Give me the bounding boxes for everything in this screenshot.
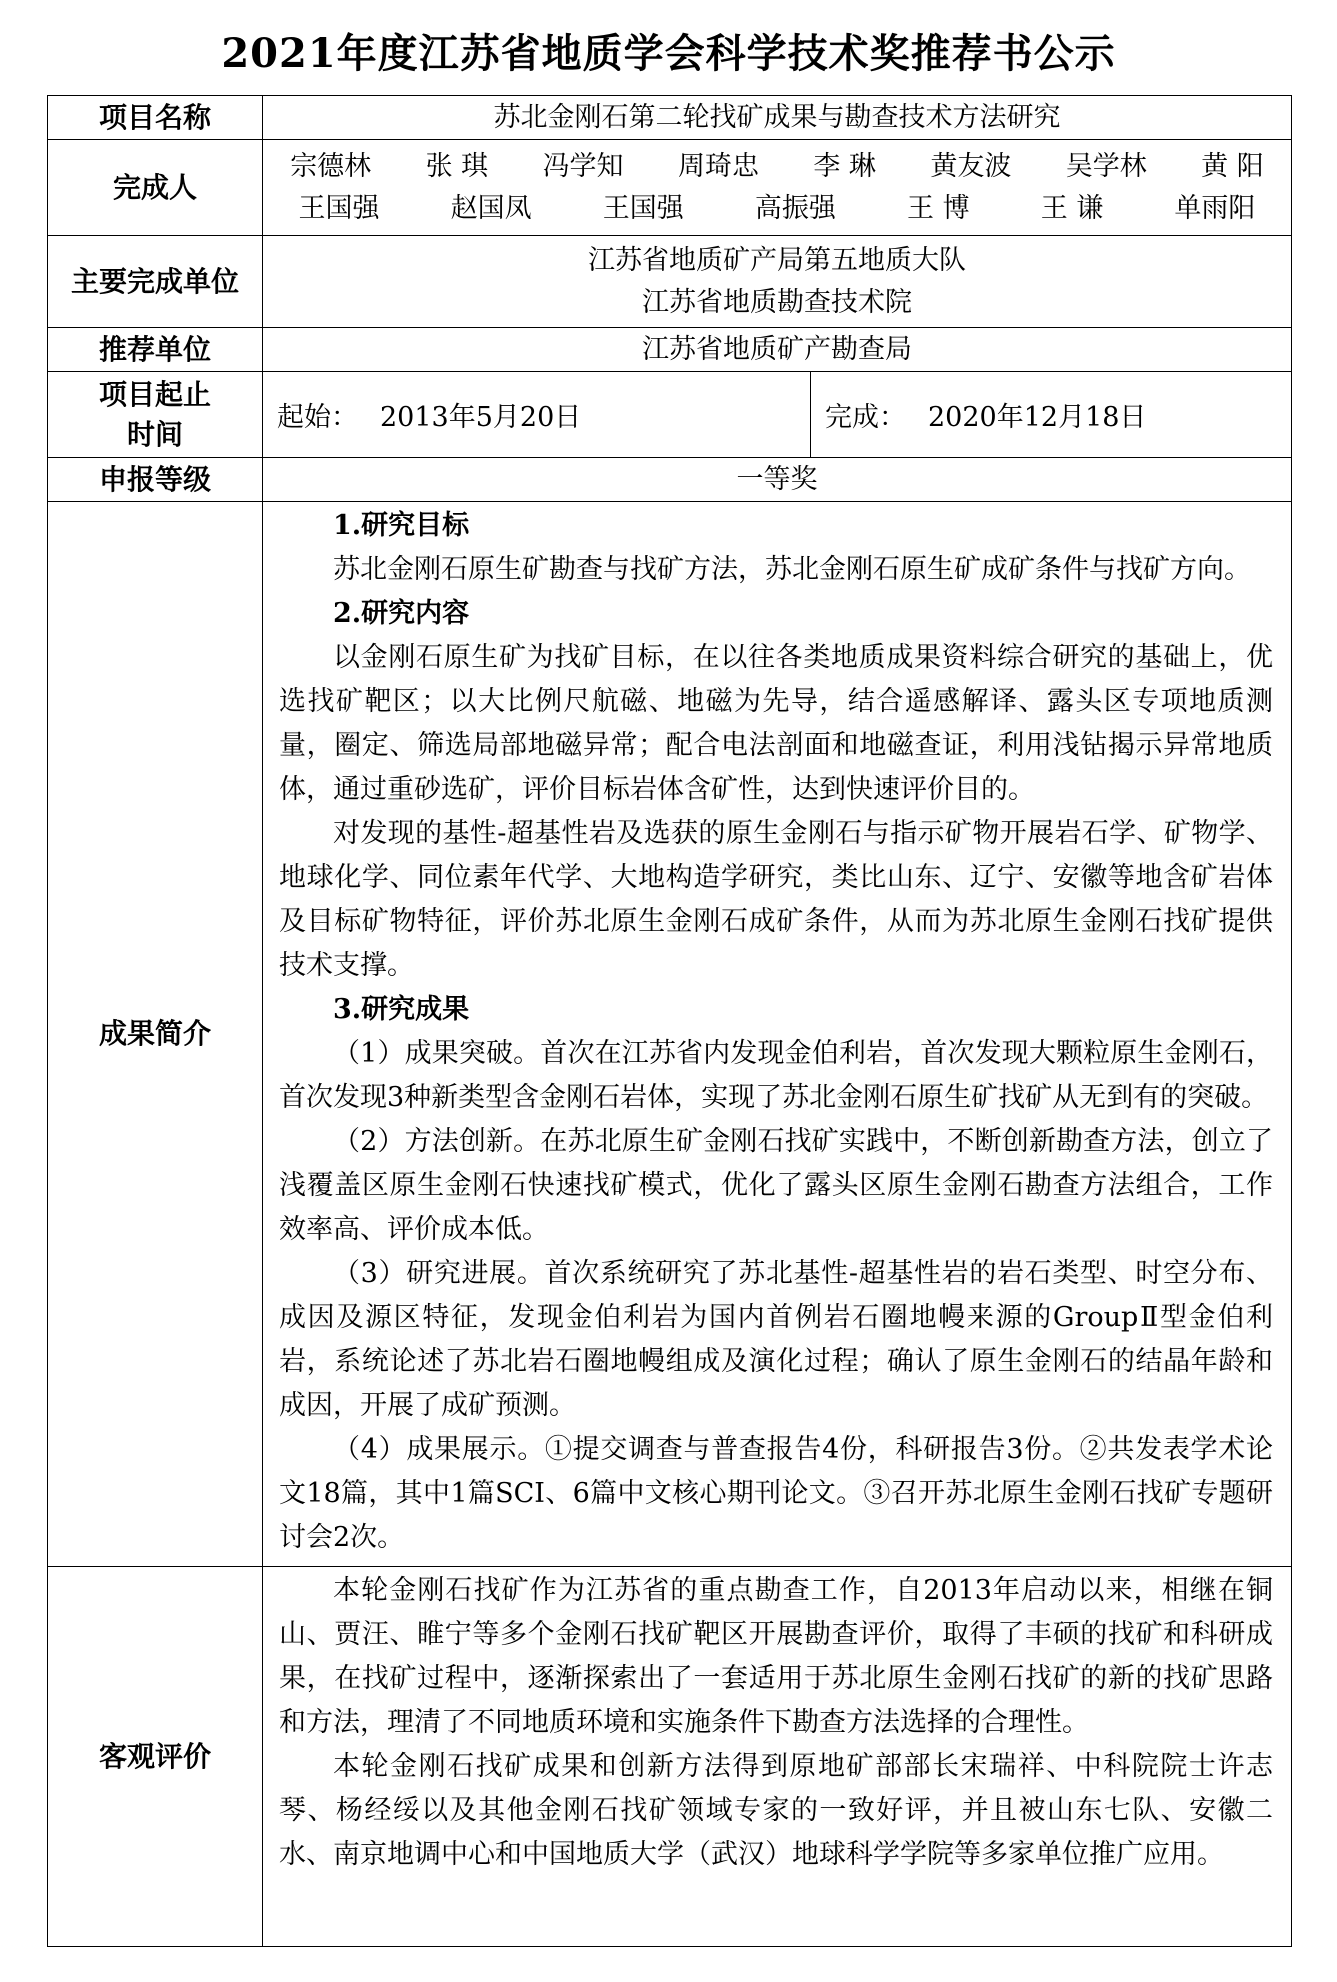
row-completers <box>48 140 1292 236</box>
period-label <box>48 372 263 458</box>
row-evaluation <box>48 1567 1292 1947</box>
recommender-value: 江苏省地质矿产勘查局 <box>263 328 1292 372</box>
level-label: 申报等级 <box>48 458 263 502</box>
end-label: 完成： <box>825 402 906 433</box>
paragraph: （3）研究进展。首次系统研究了苏北基性-超基性岩的岩石类型、时空分布、成因及源区特征，发现金伯利岩为国内首例岩石圈地幔来源的GroupⅡ型金伯利岩，系统论述了苏北岩石圈地幔组成及演化过程；确认了原生金刚石的结晶年龄和成因，开展了成矿预测。 <box>279 1258 1273 1421</box>
completer-name: 黄 阳 <box>1201 150 1264 182</box>
completers-value <box>263 140 1292 236</box>
evaluation-label: 客观评价 <box>48 1567 263 1947</box>
summary-label: 成果简介 <box>48 502 263 1567</box>
completer-name: 王国强 <box>298 192 380 224</box>
recommender-label: 推荐单位 <box>48 328 263 372</box>
units-label: 主要完成单位 <box>48 236 263 328</box>
completer-name: 冯学知 <box>542 150 624 182</box>
completer-name: 黄友波 <box>930 150 1012 182</box>
completer-name: 王 谦 <box>1040 192 1104 224</box>
period-label-line-1: 项目起止 <box>98 377 211 411</box>
unit-2: 江苏省地质勘查技术院 <box>642 286 912 318</box>
period-start <box>263 372 811 458</box>
completer-name: 李 琳 <box>813 150 876 182</box>
units-value <box>263 236 1292 328</box>
summary-body <box>263 502 1292 1567</box>
completers-line-1 <box>263 146 1291 188</box>
row-level <box>48 458 1292 502</box>
paragraph: （1）成果突破。首次在江苏省内发现金伯利岩，首次发现大颗粒原生金刚石，首次发现3种新类型含金刚石岩体，实现了苏北金刚石原生矿找矿从无到有的突破。 <box>279 1038 1273 1113</box>
paragraph: （2）方法创新。在苏北原生矿金刚石找矿实践中，不断创新勘查方法，创立了浅覆盖区原生金刚石快速找矿模式，优化了露头区原生金刚石勘查方法组合，工作效率高、评价成本低。 <box>279 1126 1273 1245</box>
completer-name: 周琦忠 <box>677 150 759 182</box>
completer-name: 宗德林 <box>290 150 372 182</box>
section-heading: 1.研究目标 <box>333 510 470 541</box>
paragraph: 对发现的基性-超基性岩及选获的原生金刚石与指示矿物开展岩石学、矿物学、地球化学、同位素年代学、大地构造学研究，类比山东、辽宁、安徽等地含矿岩体及目标矿物特征，评价苏北原生金刚石成矿条件，从而为苏北原生金刚石找矿提供技术支撑。 <box>279 818 1273 981</box>
completer-name: 高振强 <box>754 192 836 224</box>
form-table <box>47 95 1292 1947</box>
paragraph: 本轮金刚石找矿作为江苏省的重点勘查工作，自2013年启动以来，相继在铜山、贾汪、睢宁等多个金刚石找矿靶区开展勘查评价，取得了丰硕的找矿和科研成果，在找矿过程中，逐渐探索出了一套适用于苏北原生金刚石找矿的新的找矿思路和方法，理清了不同地质环境和实施条件下勘查方法选择的合理性。 <box>279 1575 1273 1738</box>
page-title: 2021年度江苏省地质学会科学技术奖推荐书公示 <box>221 30 1116 77</box>
paragraph: 本轮金刚石找矿成果和创新方法得到原地矿部部长宋瑞祥、中科院院士许志琴、杨经绥以及其他金刚石找矿领域专家的一致好评，并且被山东七队、安徽二水、南京地调中心和中国地质大学（武汉）地球科学学院等多家单位推广应用。 <box>279 1751 1273 1870</box>
row-project-name <box>48 96 1292 140</box>
start-date: 2013年5月20日 <box>380 402 582 433</box>
period-end <box>811 372 1292 458</box>
completer-name: 单雨阳 <box>1174 192 1256 224</box>
section-heading: 3.研究成果 <box>333 994 470 1025</box>
completer-name: 王 博 <box>906 192 970 224</box>
project-name-label: 项目名称 <box>48 96 263 140</box>
completer-name: 赵国凤 <box>450 192 532 224</box>
row-summary <box>48 502 1292 1567</box>
project-name-value: 苏北金刚石第二轮找矿成果与勘查技术方法研究 <box>263 96 1292 140</box>
completers-line-2 <box>263 188 1291 230</box>
period-label-line-2: 时间 <box>126 417 183 451</box>
completer-name: 张 琪 <box>425 150 489 182</box>
row-units <box>48 236 1292 328</box>
start-label: 起始： <box>277 402 358 433</box>
completer-name: 吴学林 <box>1065 150 1147 182</box>
unit-1: 江苏省地质矿产局第五地质大队 <box>588 244 966 276</box>
paragraph: 苏北金刚石原生矿勘查与找矿方法，苏北金刚石原生矿成矿条件与找矿方向。 <box>333 554 1251 585</box>
level-value: 一等奖 <box>263 458 1292 502</box>
paragraph: 以金刚石原生矿为找矿目标，在以往各类地质成果资料综合研究的基础上，优选找矿靶区；以大比例尺航磁、地磁为先导，结合遥感解译、露头区专项地质测量，圈定、筛选局部地磁异常；配合电法剖面和地磁查证，利用浅钻揭示异常地质体，通过重砂选矿，评价目标岩体含矿性，达到快速评价目的。 <box>279 642 1273 805</box>
completers-label: 完成人 <box>48 140 263 236</box>
end-date: 2020年12月18日 <box>928 402 1147 433</box>
evaluation-body <box>263 1567 1292 1947</box>
row-period <box>48 372 1292 458</box>
section-heading: 2.研究内容 <box>333 598 470 629</box>
row-recommender <box>48 328 1292 372</box>
paragraph: （4）成果展示。①提交调查与普查报告4份，科研报告3份。②共发表学术论文18篇，其中1篇SCI、6篇中文核心期刊论文。③召开苏北原生金刚石找矿专题研讨会2次。 <box>279 1434 1273 1553</box>
completer-name: 王国强 <box>602 192 684 224</box>
